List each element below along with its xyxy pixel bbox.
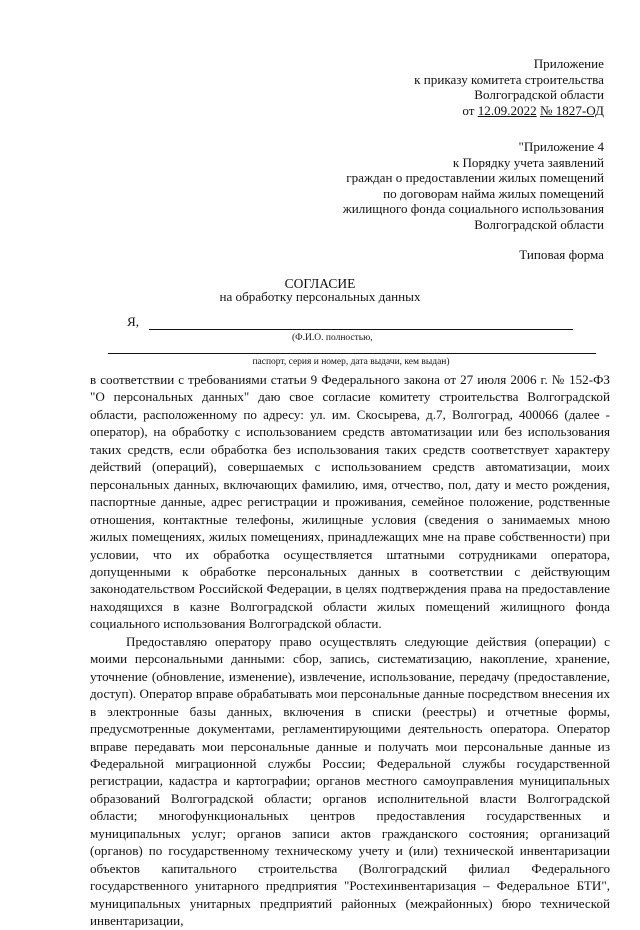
form-type bbox=[519, 247, 604, 263]
appendix4-line-5: жилищного фонда социального использования bbox=[342, 201, 604, 217]
document-subtitle: на обработку персональных данных bbox=[219, 289, 421, 304]
paragraph-operations: Предоставляю оператору право осуществлять следующие действия (операции) с моими персональными данными: сбор, запись, систематизацию, накопление, хранение, уточнение (обновление, изменение), извлечение, использование, передачу (предоставление, доступ). Оператор вправе обрабатывать мои персональные данные посредством внесения их в электронные базы данных, включения в списки (реестры) и отчетные формы, предусмотренные документами, регламентирующими деятельность оператора. Оператор вправе передавать мои персональные данные и получать мои персональные данные из Федеральной миграционной службы России; Федеральной службы государственной регистрации, кадастра и картографии; органов местного самоуправления муниципальных образований Волгоградской области; органов исполнительной власти Волгоградской области; многофункциональных центров предоставления государственных и муниципальных услуг; органов записи актов гражданского состояния; организаций (органов) по государственному техническому учету и (или) технической инвентаризации объектов капитального строительства (Волгоградский филиал Федерального государственного унитарного предприятия "Ростехинвентаризация – Федеральное БТИ", муниципальных унитарных предприятий районных (межрайонных) бюро технической инвентаризации, bbox=[90, 633, 610, 929]
appendix4-line-6: Волгоградской области bbox=[474, 216, 604, 232]
fio-blank-line[interactable] bbox=[149, 329, 573, 330]
document-title: СОГЛАСИЕ bbox=[284, 276, 356, 291]
appendix-line-1: Приложение bbox=[533, 56, 604, 71]
appendix-line-2: к приказу комитета строительства bbox=[414, 71, 604, 87]
fio-caption: (Ф.И.О. полностью, bbox=[292, 333, 373, 343]
appendix4-line-1: "Приложение 4 bbox=[518, 139, 604, 154]
appendix4-line-4: по договорам найма жилых помещений bbox=[383, 185, 604, 201]
fio-field-row bbox=[127, 314, 573, 332]
ya-label: Я, bbox=[127, 314, 140, 329]
form-type-label: Типовая форма bbox=[519, 247, 604, 262]
order-date: 12.09.2022 bbox=[477, 102, 537, 118]
paragraph-consent: в соответствии с требованиями статьи 9 Федерального закона от 27 июля 2006 г. № 152-ФЗ "О персональных данных" даю свое согласие комитету строительства Волгоградской области, расположенному по адресу: ул. им. Скосырева, д.7, Волгоград, 400066 (далее - оператор), на обработку с использованием средств автоматизации или без использования таких средств, если обработка без использования таких средств соответствует характеру действий (операций), совершаемых с использованием средств автоматизации, моих персональных данных, включающих фамилию, имя, отчество, пол, дату и место рождения, паспортные данные, адрес регистрации и проживания, семейное положение, родственные отношения, контактные телефоны, жилищные условия (сведения о занимаемых мною жилых помещениях, жилых помещениях, принадлежащих мне на праве собственности) при условии, что их обработка осуществляется штатными сотрудниками оператора, допущенными к обработке персональных данных в соответствии с действующим законодательством Российской Федерации, в целях подтверждения права на предоставление находящихся в казне Волгоградской области жилых помещений жилищного фонда социального использования Волгоградской области. bbox=[90, 372, 610, 632]
passport-caption: паспорт, серия и номер, дата выдачи, кем выдан) bbox=[252, 357, 450, 367]
appendix4-line-2: к Порядку учета заявлений bbox=[452, 154, 604, 170]
appendix-line-3: Волгоградской области bbox=[474, 87, 604, 103]
document-body bbox=[90, 371, 610, 930]
appendix-header bbox=[414, 56, 604, 118]
order-number: № 1827-ОД bbox=[539, 102, 604, 118]
date-prefix: от bbox=[462, 102, 475, 118]
appendix-date-line bbox=[414, 103, 604, 119]
passport-blank-line[interactable] bbox=[108, 353, 596, 354]
appendix4-header bbox=[343, 139, 604, 233]
appendix4-line-3: граждан о предоставлении жилых помещений bbox=[346, 170, 604, 186]
